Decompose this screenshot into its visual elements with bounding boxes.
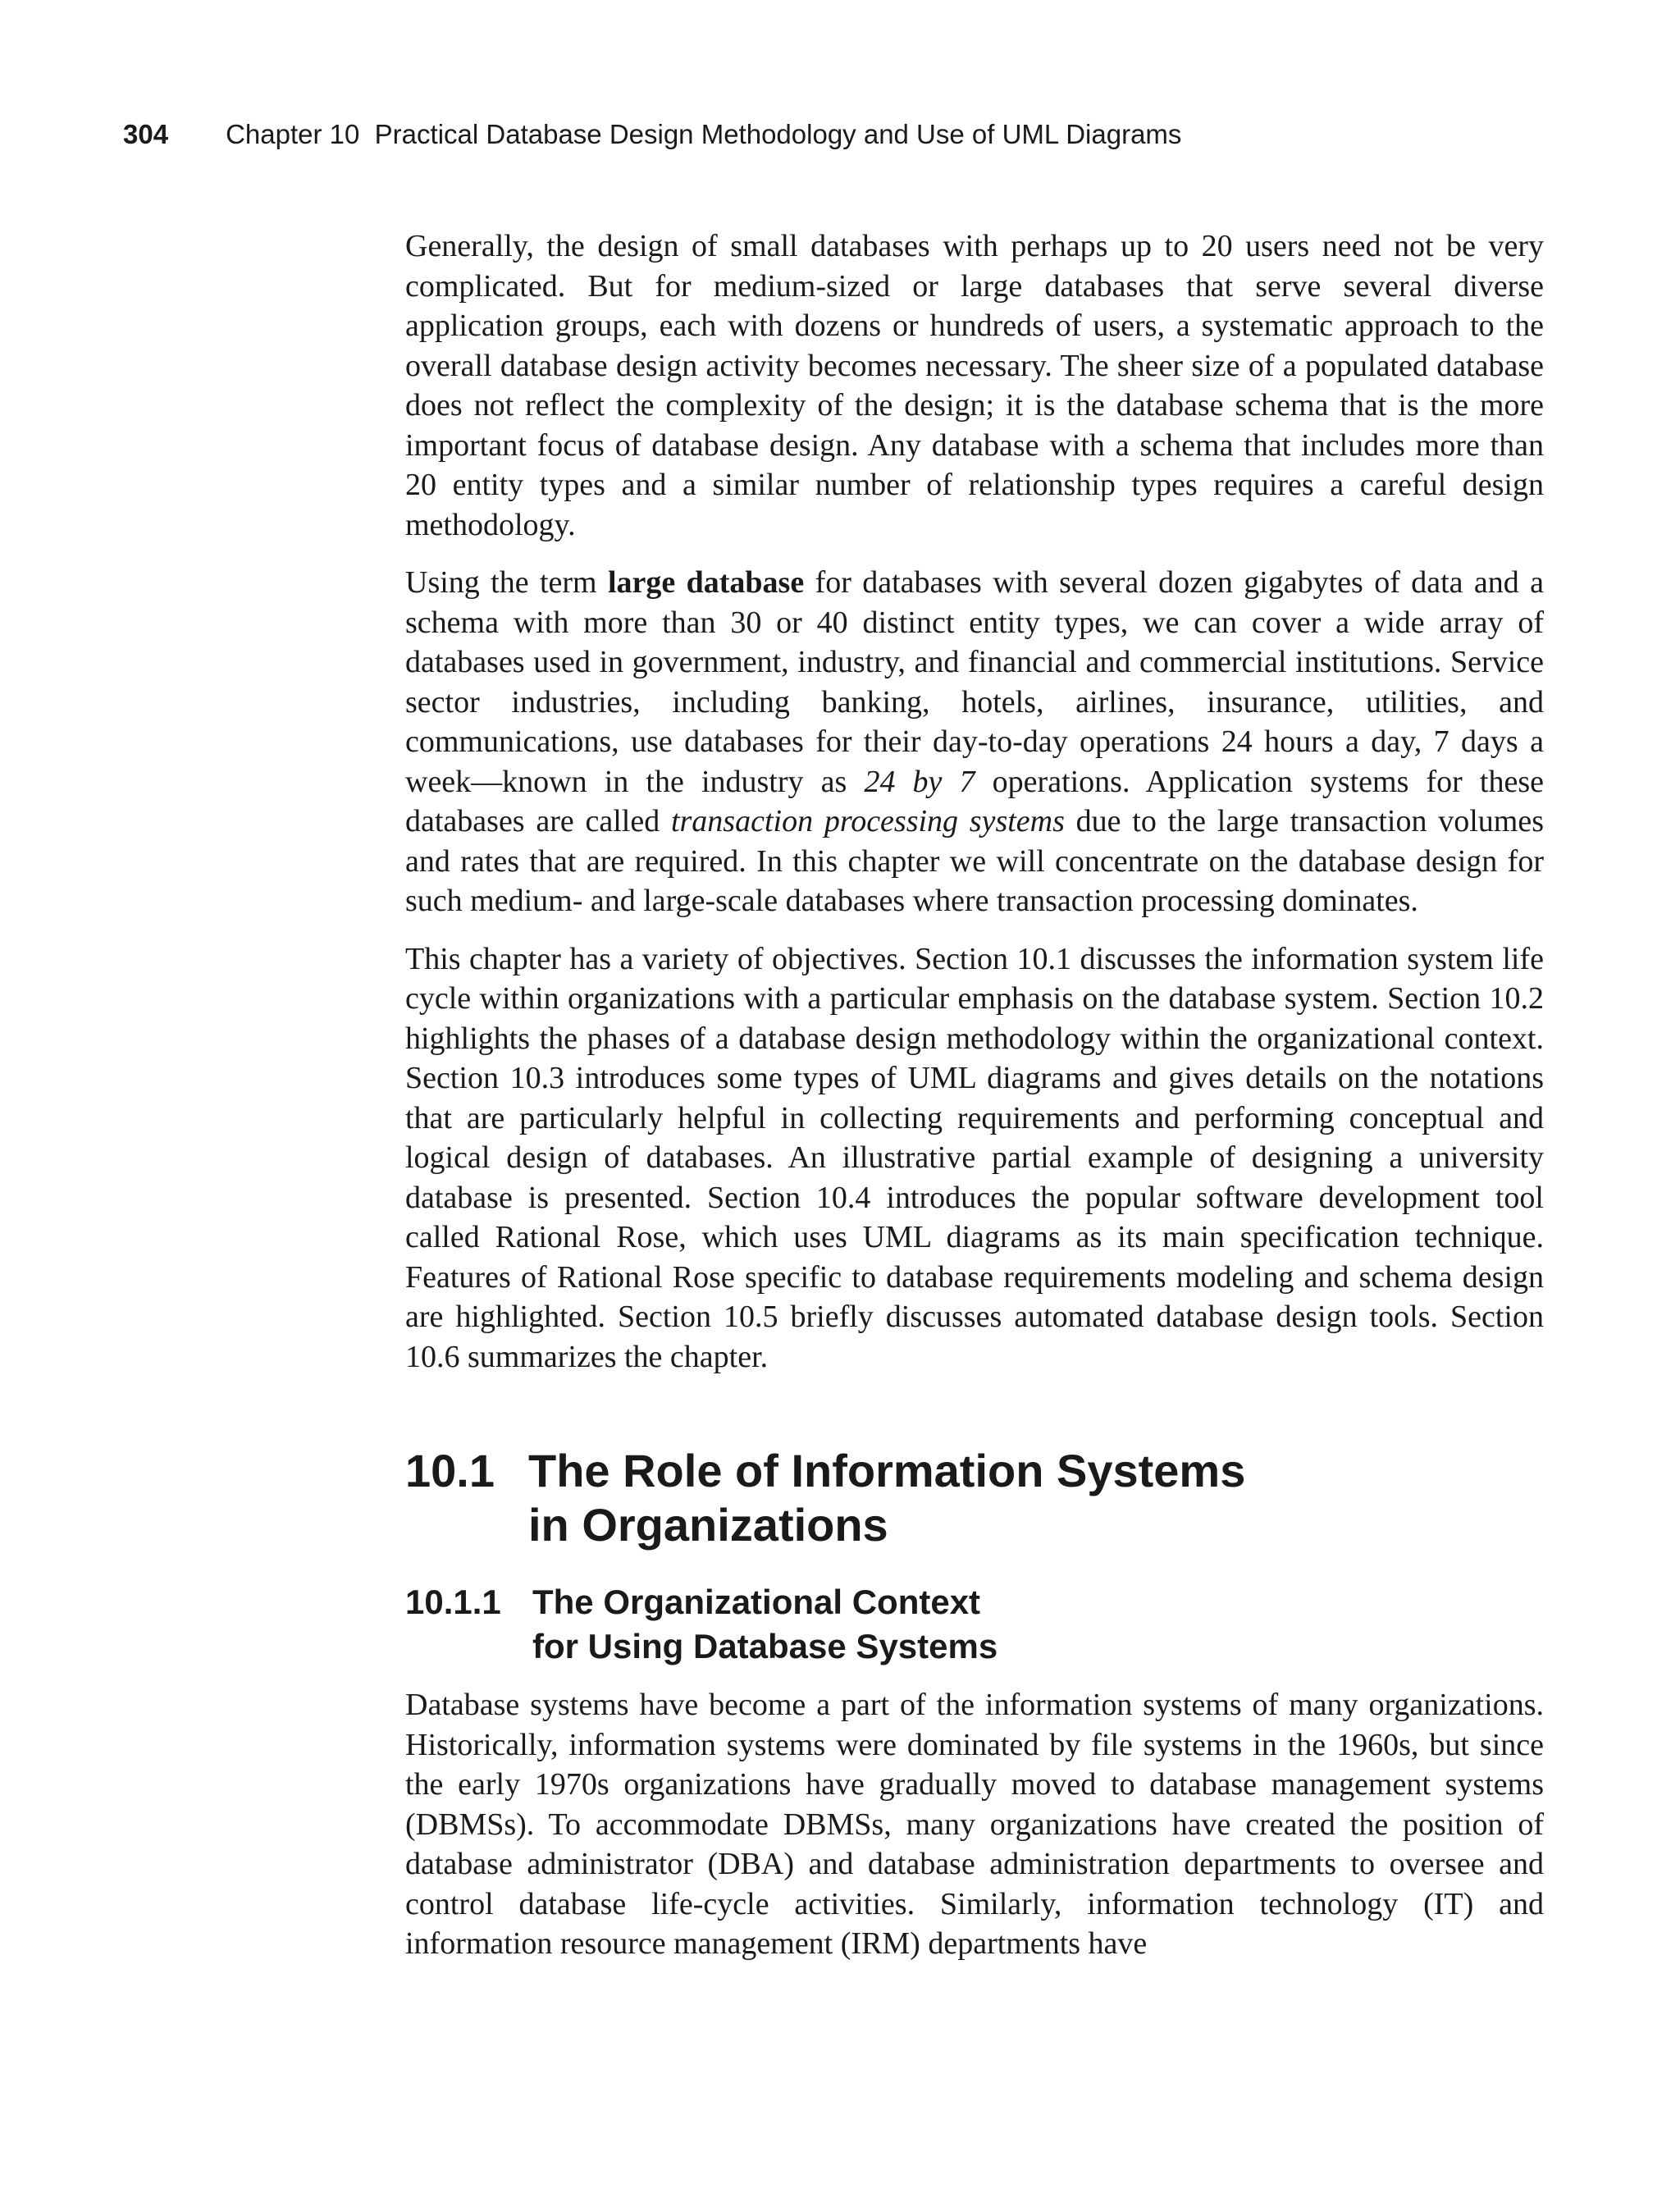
subsection-title-line: The Organizational Context <box>532 1583 981 1621</box>
paragraph-text: Using the term <box>405 565 608 600</box>
paragraph-text: due to the large transaction volumes and rates that are required. In this chapter we will concentrate on the database design for such medium- and large-scale databases where transaction processing dominates. <box>405 804 1545 918</box>
paragraph-text: for databases with several dozen gigabytes of data and a schema with more than 30 or 40 distinct entity types, we can cover a wide array of databases used in government, industry, and financial and commercial institutions. Service sector industries, including banking, hotels, airlines, insurance, utilities, and communications, use databases for their day-to-day operations 24 hours a day, 7 days a week—known in the industry as <box>405 565 1544 799</box>
page-number: 304 <box>123 119 169 149</box>
term-24-by-7: 24 by 7 <box>864 764 975 799</box>
subsection-title <box>532 1580 998 1669</box>
section-heading <box>405 1444 1544 1552</box>
paragraph-text: operations. Application systems for these databases are called <box>405 764 1545 838</box>
subsection-number: 10.1.1 <box>405 1583 501 1621</box>
term-transaction-processing-systems: transaction processing systems <box>670 804 1065 838</box>
subsection-heading <box>405 1580 1544 1669</box>
section-number: 10.1 <box>405 1445 495 1496</box>
term-large-database: large database <box>607 565 805 600</box>
paragraph-intro: Generally, the design of small databases with perhaps up to 20 users need not be very complicated. But for medium-sized or large databases that serve several diverse application groups, each with dozens or hundreds of users, a systematic approach to the overall database design activity becomes necessary. The sheer size of a populated database does not reflect the complexity of the design; it is the database schema that is the more important focus of database design. Any database with a schema that includes more than 20 entity types and a similar number of relationship types requires a careful design methodology. <box>405 229 1544 542</box>
paragraph-large-database <box>405 563 1544 921</box>
section-title <box>528 1444 1245 1552</box>
section-title-line: in Organizations <box>528 1499 888 1551</box>
page-body <box>405 226 1544 1982</box>
running-head <box>123 118 1181 151</box>
paragraph-objectives: This chapter has a variety of objectives. Section 10.1 discusses the information system life cycle within organizations with a particular emphasis on the database system. Section 10.2 highlights the phases of a database design methodology within the organizational context. Section 10.3 introduces some types of UML diagrams and gives details on the notations that are particularly helpful in collecting requirements and performing conceptual and logical design of databases. An illustrative partial example of designing a university database is presented. Section 10.4 introduces the popular software development tool called Rational Rose, which uses UML diagrams as its main specification technique. Features of Rational Rose specific to database requirements modeling and schema design are highlighted. Section 10.5 briefly discusses automated database design tools. Section 10.6 summarizes the chapter. <box>405 941 1544 1374</box>
running-title: Chapter 10 Practical Database Design Methodology and Use of UML Diagrams <box>226 119 1182 149</box>
paragraph-organizational-context: Database systems have become a part of the information systems of many organizations. Historically, information systems were dominated by file systems in the 1960s, but since the early 1970s organizations have gradually moved to database management systems (DBMSs). To accommodate DBMSs, many organizations have created the position of database administrator (DBA) and database administration departments to oversee and control database life-cycle activities. Similarly, information technology (IT) and information resource management (IRM) departments have <box>405 1688 1544 1961</box>
section-title-line: The Role of Information Systems <box>528 1445 1246 1496</box>
subsection-title-line: for Using Database Systems <box>532 1627 998 1665</box>
